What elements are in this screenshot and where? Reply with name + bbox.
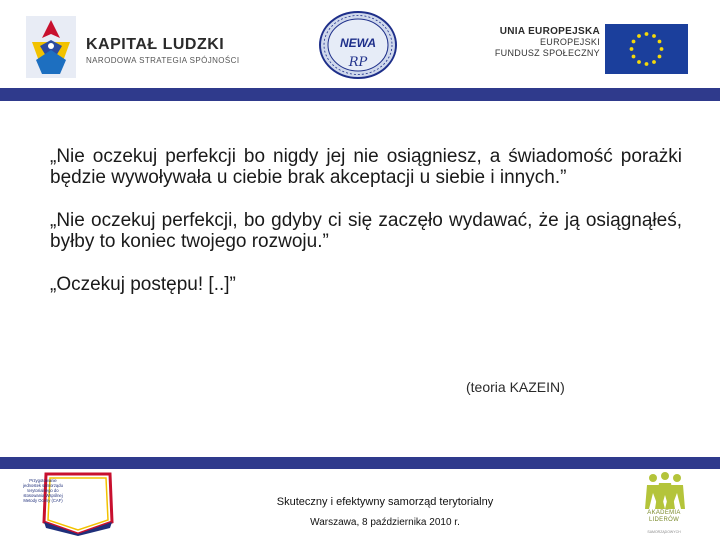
eu-star-icon bbox=[652, 60, 656, 64]
eu-star-icon bbox=[658, 40, 662, 44]
footer-title: Skuteczny i efektywny samorząd terytorialny bbox=[276, 496, 494, 508]
eu-flag-icon bbox=[605, 24, 688, 74]
kapital-ludzki-title: KAPITAŁ LUDZKI bbox=[86, 36, 225, 53]
kapital-ludzki-subtitle: NARODOWA STRATEGIA SPÓJNOŚCI bbox=[86, 56, 240, 65]
eu-star-icon bbox=[630, 47, 634, 51]
leader-academy-title: AKADEMIA LIDERÓW bbox=[647, 510, 681, 523]
attribution: (teoria KAZEIN) bbox=[466, 379, 565, 395]
footer-band bbox=[0, 457, 720, 469]
seal-text: NEWA bbox=[340, 36, 376, 50]
quote-content bbox=[50, 146, 682, 295]
eu-label bbox=[476, 26, 600, 59]
eu-star-icon bbox=[658, 55, 662, 59]
eu-star-icon bbox=[645, 32, 649, 36]
eu-star-icon bbox=[652, 34, 656, 38]
eu-star-icon bbox=[637, 34, 641, 38]
eu-line1: EUROPEJSKI bbox=[539, 37, 600, 47]
quote-3: „Oczekuj postępu! [..]” bbox=[50, 274, 236, 295]
eu-star-icon bbox=[632, 40, 636, 44]
eu-star-icon bbox=[645, 62, 649, 66]
eu-line2: FUNDUSZ SPOŁECZNY bbox=[494, 48, 600, 58]
eu-star-icon bbox=[637, 60, 641, 64]
footer-date: Warszawa, 8 października 2010 r. bbox=[310, 517, 460, 528]
header-band bbox=[0, 88, 720, 101]
eu-star-icon bbox=[660, 47, 664, 51]
seal-rp: RP bbox=[348, 55, 368, 70]
quote-2: „Nie oczekuj perfekcji, bo gdyby ci się zaczęło wydawać, że ją osiągnąłeś, byłby to koniec twojego rozwoju.” bbox=[50, 210, 682, 252]
leader-academy-sub: SAMORZĄDOWYCH bbox=[647, 530, 681, 534]
quote-1: „Nie oczekuj perfekcji bo nigdy jej nie osiągniesz, a świadomość porażki będzie wywoływała u ciebie brak akceptacji u siebie i innych.” bbox=[50, 146, 682, 188]
newa-seal bbox=[318, 10, 398, 80]
kapital-ludzki-logo bbox=[26, 16, 76, 78]
leader-academy-icon bbox=[645, 471, 685, 511]
page-header bbox=[0, 0, 720, 88]
eu-star-icon bbox=[632, 55, 636, 59]
caf-badge-text: Przygotowanie jednostek samorządu terytorialnego do stosowania Wspólnej Metody Oceny (CAF) bbox=[23, 478, 63, 503]
eu-title: UNIA EUROPEJSKA bbox=[499, 26, 600, 37]
